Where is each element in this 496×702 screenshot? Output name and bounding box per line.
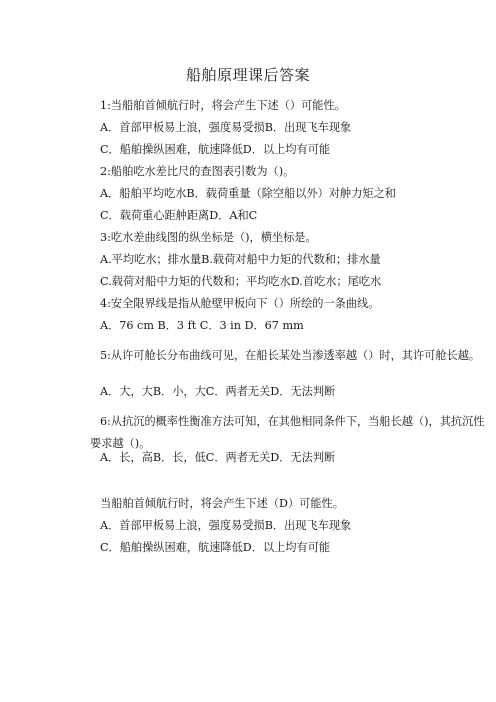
- question-6-text: 6:从抗沉的概率性衡准方法可知，在其他相同条件下，当船长越（)，其抗沉性要求越（)。: [90, 415, 485, 450]
- question-4-text: 4:安全限界线是指从舱壁甲板向下（）所绘的一条曲线。: [100, 297, 380, 310]
- question-3-options-ab: A.平均吃水；排水量B.载荷对船中力矩的代数和；排水量: [100, 253, 381, 266]
- question-1-text: 1:当船舶首倾航行时，将会产生下述（）可能性。: [100, 99, 346, 112]
- question-4-options: A．76 cm B．3 ft C．3 in D．67 mm: [100, 319, 304, 332]
- answer-1-options-cd: C．船舶操纵困难，航速降低D．以上均有可能: [100, 541, 331, 554]
- question-2-options-cd: C．载荷重心距舯距离D．A和C: [100, 209, 258, 222]
- question-3-text: 3:吃水差曲线图的纵坐标是（)，横坐标是。: [100, 231, 317, 244]
- question-6-options: A．长，高B．长，低C．两者无关D．无法判断: [100, 451, 336, 464]
- question-2-options-ab: A．船舶平均吃水B．载荷重量（除空船以外）对舯力矩之和: [100, 187, 396, 200]
- question-2-text: 2:船舶吃水差比尺的查图表引数为（)。: [100, 165, 295, 178]
- answer-1-text: 当船舶首倾航行时，将会产生下述（D）可能性。: [100, 497, 344, 510]
- question-5-options: A．大，大B．小，大C．两者无关D．无法判断: [100, 385, 336, 398]
- question-5-text: 5:从许可舱长分布曲线可见，在船长某处当渗透率越（）时，其许可舱长越。: [100, 349, 481, 362]
- question-1-options-cd: C．船舶操纵困难，航速降低D．以上均有可能: [100, 143, 331, 156]
- document-title: 船舶原理课后答案: [185, 66, 310, 84]
- question-3-options-cd: C.载荷对船中力矩的代数和；平均吃水D.首吃水；尾吃水: [100, 275, 382, 288]
- answer-1-options-ab: A．首部甲板易上浪，强度易受损B．出现飞车现象: [100, 519, 352, 532]
- question-1-options-ab: A．首部甲板易上浪，强度易受损B．出现飞车现象: [100, 121, 352, 134]
